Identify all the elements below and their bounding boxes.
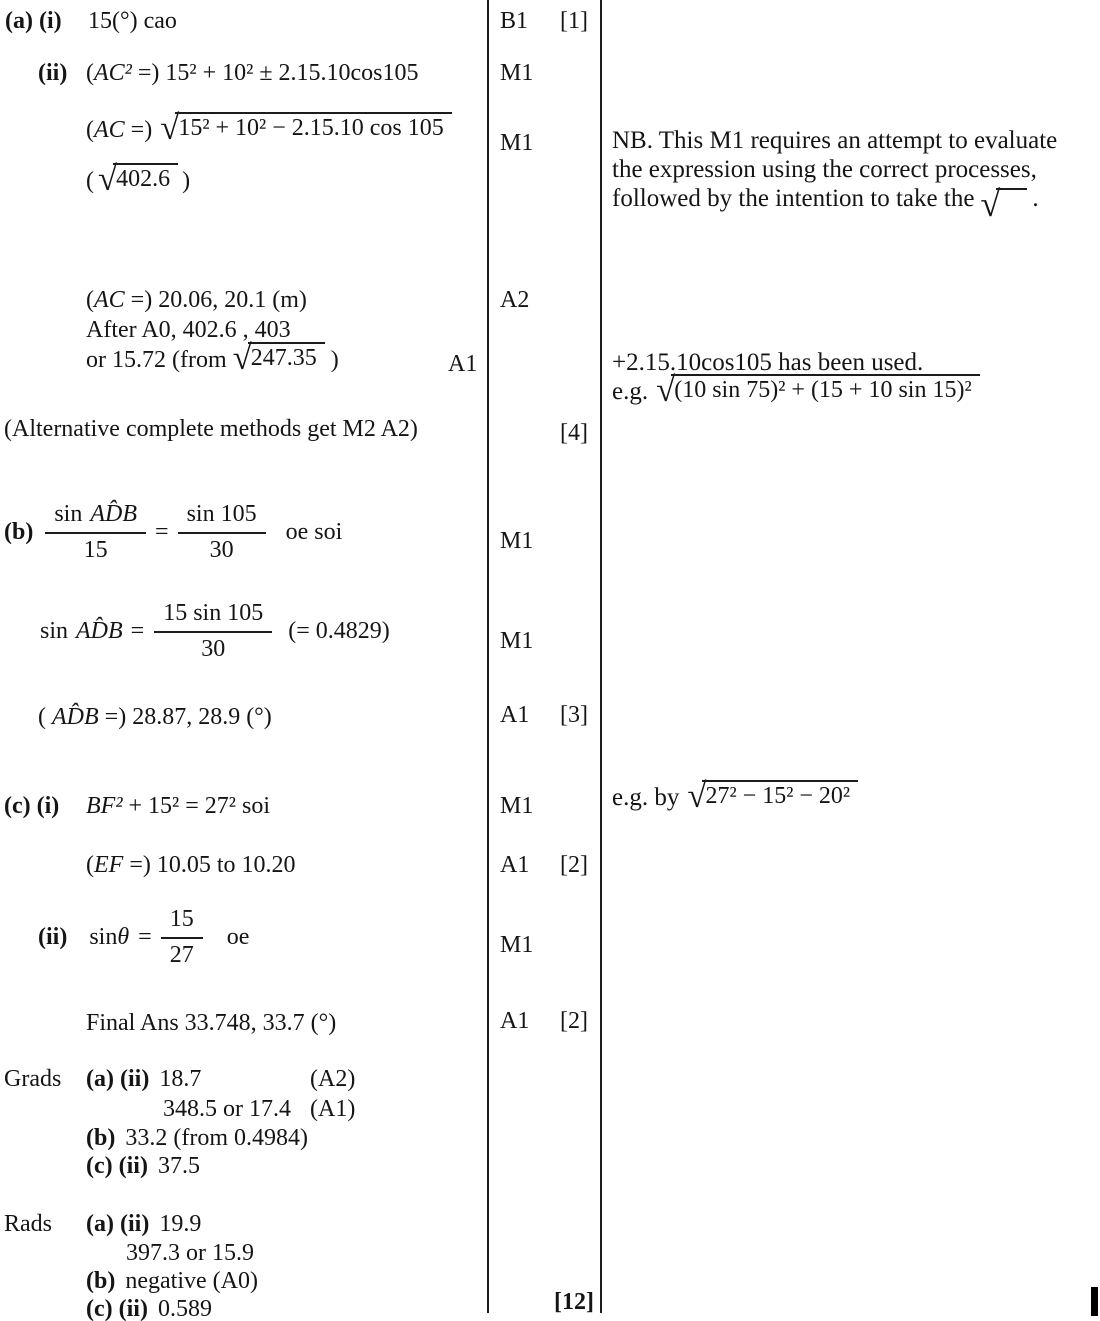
paren-close: =) xyxy=(124,287,153,313)
part-c-i-work xyxy=(86,793,270,820)
sqrt-sign: √ xyxy=(98,159,118,198)
mark-b1: B1 xyxy=(500,8,529,34)
total-a-i: [1] xyxy=(560,8,588,34)
part-c-i-label: (c) (i) xyxy=(4,793,60,819)
denominator: 27 xyxy=(169,942,194,968)
variable-bf-squared: BF² xyxy=(86,793,123,819)
sqrt-sign: √ xyxy=(232,338,252,377)
sqrt-radical xyxy=(980,184,1027,224)
note-nb xyxy=(612,126,1090,224)
rads-line1-label: (a) (ii) xyxy=(86,1211,150,1237)
part-a-ii-answer1 xyxy=(86,287,307,314)
total-b: [3] xyxy=(560,702,588,728)
fraction xyxy=(161,906,203,969)
part-a-ii-label: (ii) xyxy=(38,60,68,86)
grads-line1-mark: (A2) xyxy=(310,1066,356,1092)
oe-note: oe xyxy=(226,924,250,950)
grads-line2: 348.5 or 17.4 xyxy=(163,1096,291,1122)
paren-open: ( xyxy=(86,852,94,878)
grads-line4-value: 37.5 xyxy=(157,1153,200,1179)
value-note: (= 0.4829) xyxy=(288,618,390,644)
mark-a1-c: A1 xyxy=(500,852,530,878)
rads-line4 xyxy=(86,1296,212,1321)
sin-function: sin xyxy=(54,501,83,527)
radicand-empty xyxy=(996,188,1027,213)
note-nb-text: NB. This M1 requires an attempt to evaluate the expression using the correct processes, followed by the intention to take the xyxy=(612,127,1058,212)
mark-m1-c: M1 xyxy=(500,528,534,554)
total-c-i: [2] xyxy=(560,852,588,878)
expression: 15² + 10² ± 2.15.10cos105 xyxy=(159,60,419,86)
rads-line3 xyxy=(86,1268,258,1295)
oe-soi-note: oe soi xyxy=(285,519,343,545)
part-a-ii-work2b xyxy=(86,159,191,198)
grads-line3-value: 33.2 (from 0.4984) xyxy=(125,1125,308,1151)
fraction xyxy=(154,600,272,663)
paren-open: ( xyxy=(38,704,52,730)
divider-answers-marks xyxy=(487,0,489,1313)
sqrt-radical xyxy=(160,108,452,147)
part-a-alt-note: (Alternative complete methods get M2 A2) xyxy=(4,416,418,442)
mark-a1-b: A1 xyxy=(500,702,530,728)
variable-adb: AD̂B xyxy=(90,501,138,527)
sqrt-radical xyxy=(687,776,858,815)
equals-sign: = xyxy=(138,924,152,950)
rads-line4-value: 0.589 xyxy=(157,1296,212,1321)
variable-ef: EF xyxy=(94,852,124,878)
part-c-i-answer xyxy=(86,852,296,879)
part-b-work1 xyxy=(4,501,342,564)
variable-theta: θ xyxy=(117,924,130,950)
answer-value: 28.87, 28.9 (°) xyxy=(126,704,272,730)
rads-header: Rads xyxy=(4,1211,52,1237)
expression: + 15² = 27² soi xyxy=(122,793,270,819)
grand-total: [12] xyxy=(554,1289,594,1315)
variable-ac: AC xyxy=(94,287,125,313)
part-c-ii-label: (ii) xyxy=(38,924,68,950)
rads-line1-value: 19.9 xyxy=(159,1211,202,1237)
part-b-answer xyxy=(38,704,272,731)
sqrt-radical xyxy=(232,338,325,377)
sqrt-radical xyxy=(656,370,980,409)
radicand: 27² − 15² − 20² xyxy=(702,780,858,810)
fraction xyxy=(45,501,146,564)
mark-m1-e: M1 xyxy=(500,793,534,819)
grads-line1-label: (a) (ii) xyxy=(86,1066,150,1092)
total-a: [4] xyxy=(560,420,588,446)
sqrt-sign: √ xyxy=(656,370,676,409)
rads-line3-label: (b) xyxy=(86,1268,116,1294)
part-a-ii-work1 xyxy=(86,60,419,87)
sqrt-radical xyxy=(98,159,178,198)
paren-close: =) xyxy=(131,60,160,86)
paren-close: ) xyxy=(330,347,339,374)
note-eg-c xyxy=(612,776,858,815)
radicand: (10 sin 75)² + (15 + 10 sin 15)² xyxy=(671,374,979,404)
text-cursor xyxy=(1091,1287,1098,1316)
part-a-ii-work2 xyxy=(86,108,452,147)
note-used: +2.15.10cos105 has been used. xyxy=(612,349,924,376)
variable-ac: AC xyxy=(94,117,125,144)
part-a-i-label: (a) (i) xyxy=(5,8,62,34)
answer-value: 20.06, 20.1 (m) xyxy=(152,287,307,313)
variable-adb: AD̂B xyxy=(76,618,123,644)
mark-a1-left: A1 xyxy=(448,351,478,377)
sin-function: sin xyxy=(89,924,118,950)
paren-close: =) xyxy=(123,852,151,878)
note-eg-a xyxy=(612,370,980,409)
numerator: 15 sin 105 xyxy=(154,600,272,633)
part-c-ii-answer: Final Ans 33.748, 33.7 (°) xyxy=(86,1010,337,1036)
grads-line1 xyxy=(86,1066,201,1093)
rads-line3-value: negative (A0) xyxy=(125,1268,258,1294)
paren-close: ) xyxy=(182,168,191,195)
rads-line2: 397.3 or 15.9 xyxy=(126,1240,254,1266)
radicand: 15² + 10² − 2.15.10 cos 105 xyxy=(175,112,451,142)
rads-line1 xyxy=(86,1211,201,1238)
radicand: 247.35 xyxy=(248,342,325,372)
part-b-label: (b) xyxy=(4,519,34,545)
grads-header: Grads xyxy=(4,1066,62,1092)
grads-line2-mark: (A1) xyxy=(310,1096,356,1122)
mark-m1-b: M1 xyxy=(500,130,534,156)
part-a-i-answer: 15(°) cao xyxy=(88,8,177,34)
mark-m1-f: M1 xyxy=(500,932,534,958)
paren-close: =) xyxy=(98,704,127,730)
paren-close: =) xyxy=(124,117,153,144)
rads-line4-label: (c) (ii) xyxy=(86,1296,148,1321)
variable-ac-squared: AC² xyxy=(94,60,132,86)
variable-adb: AD̂B xyxy=(52,704,99,730)
total-c-ii: [2] xyxy=(560,1008,588,1034)
part-a-ii-answer2: After A0, 402.6 , 403 xyxy=(86,317,291,343)
radicand: 402.6 xyxy=(113,163,178,193)
lhs xyxy=(86,117,152,144)
note-nb-period: . xyxy=(1032,185,1039,212)
denominator: 15 xyxy=(83,537,108,563)
sqrt-sign: √ xyxy=(160,108,180,147)
numerator: 15 xyxy=(161,906,203,939)
mark-a2: A2 xyxy=(500,287,530,313)
denominator: 30 xyxy=(201,636,226,662)
divider-marks-comments xyxy=(600,0,602,1313)
equals-sign: = xyxy=(130,618,145,644)
fraction xyxy=(178,501,266,564)
answer-value: 10.05 to 10.20 xyxy=(150,852,296,878)
mark-a1-d: A1 xyxy=(500,1008,530,1034)
denominator: 30 xyxy=(209,537,234,563)
grads-line3-label: (b) xyxy=(86,1125,116,1151)
grads-line4 xyxy=(86,1153,200,1180)
grads-line3 xyxy=(86,1125,308,1152)
grads-line1-value: 18.7 xyxy=(159,1066,202,1092)
answer-text: or 15.72 (from xyxy=(86,347,227,374)
note-eg-prefix: e.g. xyxy=(612,378,649,406)
part-a-ii-answer3 xyxy=(86,338,339,377)
grads-line4-label: (c) (ii) xyxy=(86,1153,148,1179)
paren-open: ( xyxy=(86,60,94,86)
sin-function: sin xyxy=(40,618,69,644)
equals-sign: = xyxy=(155,519,169,545)
numerator xyxy=(45,501,146,534)
paren-open: ( xyxy=(86,168,94,195)
note-eg-prefix: e.g. by xyxy=(612,784,680,812)
mark-m1-d: M1 xyxy=(500,628,534,654)
mark-m1-a: M1 xyxy=(500,60,534,86)
paren-open: ( xyxy=(86,287,94,313)
sqrt-sign: √ xyxy=(687,776,707,815)
sqrt-sign: √ xyxy=(980,184,1001,224)
part-c-ii-work xyxy=(38,906,249,969)
paren-open: ( xyxy=(86,117,94,144)
part-b-work2 xyxy=(40,600,390,663)
numerator: sin 105 xyxy=(178,501,266,534)
